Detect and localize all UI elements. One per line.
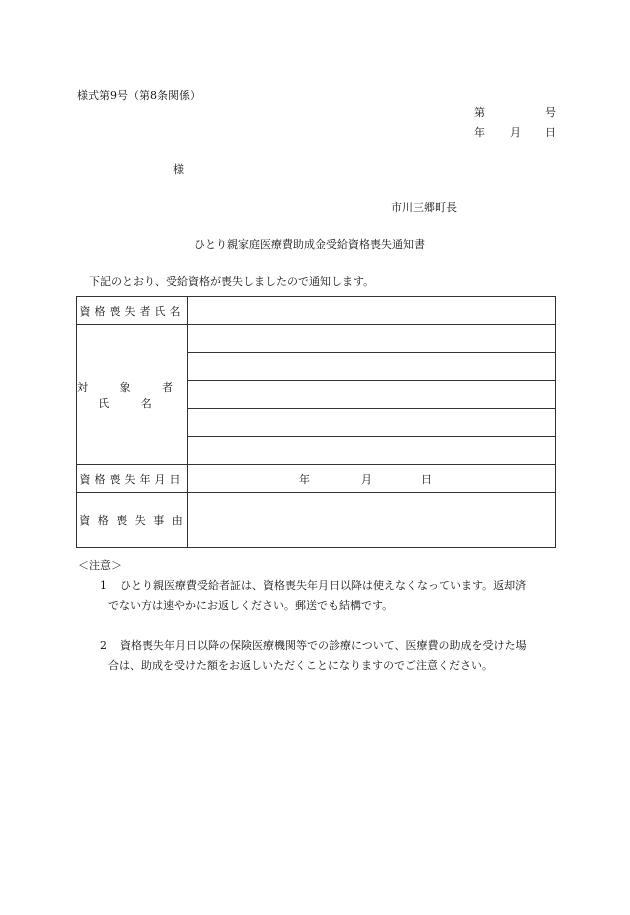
document-title: ひとり親家庭医療費助成金受給資格喪失通知書 xyxy=(194,238,425,251)
loss-date-year: 年 xyxy=(299,473,310,486)
info-table xyxy=(76,296,556,548)
target-person-name-field-2[interactable] xyxy=(188,353,556,381)
note-item-2 xyxy=(100,636,558,676)
loss-date-day: 日 xyxy=(421,473,432,486)
target-person-name-field-4[interactable] xyxy=(188,409,556,437)
target-person-name-field-3[interactable] xyxy=(188,381,556,409)
target-person-name-field-5[interactable] xyxy=(188,437,556,465)
notes-section xyxy=(78,556,558,676)
notes-heading: ＜注意＞ xyxy=(78,559,122,572)
addressee-suffix: 様 xyxy=(173,163,184,176)
lost-person-name-field[interactable] xyxy=(188,297,556,325)
note-1-number: 1 xyxy=(100,579,107,592)
issue-date-year: 年 xyxy=(474,126,485,139)
issue-date-day: 日 xyxy=(545,126,556,139)
doc-number-prefix: 第 xyxy=(474,106,485,119)
label-lost-person-name: 資格喪失者氏名 xyxy=(77,297,188,325)
intro-text: 下記のとおり、受給資格が喪失しましたので通知します。 xyxy=(89,275,375,288)
target-person-name-field-1[interactable] xyxy=(188,325,556,353)
note-2-line1: 資格喪失年月日以降の保険医療機関等での診療について、医療費の助成を受けた場 xyxy=(120,639,527,652)
issuer-name: 市川三郷町長 xyxy=(391,201,457,214)
note-1-line2: でない方は速やかにお返しください。郵送でも結構です。 xyxy=(108,599,394,612)
loss-reason-field[interactable] xyxy=(188,493,556,548)
loss-date-month: 月 xyxy=(361,473,372,486)
note-1-line1: ひとり親医療費受給者証は、資格喪失年月日以降は使えなくなっています。返却済 xyxy=(120,579,527,592)
form-number: 様式第9号（第8条関係） xyxy=(77,89,201,102)
label-loss-date: 資格喪失年月日 xyxy=(77,465,188,493)
label-loss-reason: 資 格 喪 失 事 由 xyxy=(77,493,188,548)
label-target-person-name: 対 象 者 氏 名 xyxy=(77,325,188,465)
loss-date-field[interactable] xyxy=(188,465,556,493)
doc-number-suffix: 号 xyxy=(545,106,556,119)
note-2-line2: 合は、助成を受けた額をお返しいただくことになりますのでご注意ください。 xyxy=(108,659,493,672)
issue-date-month: 月 xyxy=(510,126,521,139)
note-2-number: 2 xyxy=(100,639,107,652)
note-item-1 xyxy=(100,576,558,616)
